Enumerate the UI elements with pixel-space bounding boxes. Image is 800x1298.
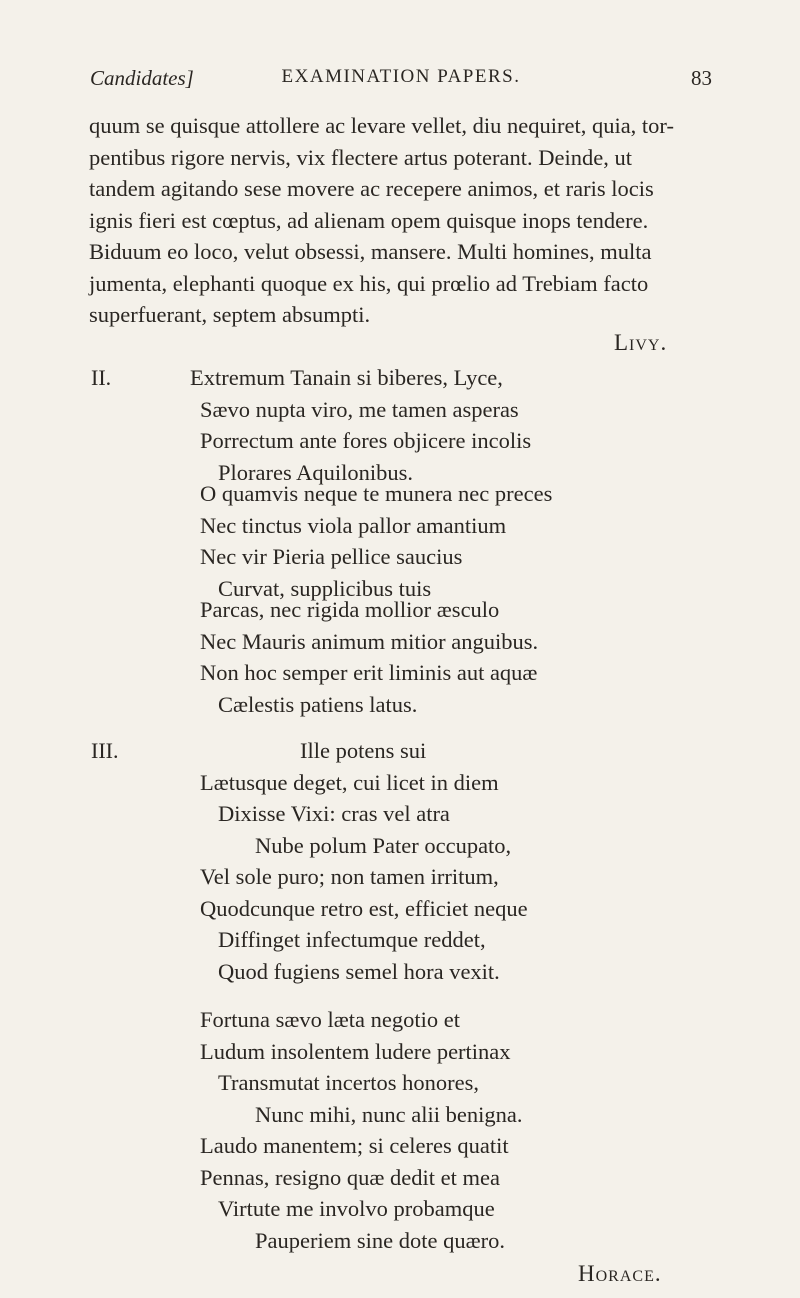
verse-line: Non hoc semper erit liminis aut aquæ bbox=[200, 660, 538, 685]
prose-line: superfuerant, septem absumpti. bbox=[89, 302, 371, 327]
verse-line: Nec vir Pieria pellice saucius bbox=[200, 544, 463, 569]
poem-stanza-1 bbox=[190, 362, 531, 488]
poem-stanza-3 bbox=[200, 594, 538, 720]
verse-line: Sævo nupta viro, me tamen asperas bbox=[200, 396, 519, 422]
verse-line: Virtute me involvo probamque bbox=[218, 1196, 495, 1221]
running-header bbox=[90, 66, 712, 96]
verse-line: Porrectum ante fores objicere incolis bbox=[200, 428, 532, 453]
poem-stanza-5 bbox=[200, 1004, 522, 1256]
verse-line: Nunc mihi, nunc alii benigna. bbox=[255, 1101, 523, 1127]
verse-line: O quamvis neque te munera nec preces bbox=[200, 481, 553, 506]
author-horace: Horace. bbox=[578, 1261, 662, 1286]
page-number: 83 bbox=[691, 66, 712, 90]
verse-line: Pennas, resigno quæ dedit et mea bbox=[200, 1164, 500, 1190]
verse-line: Vel sole puro; non tamen irritum, bbox=[200, 864, 499, 889]
prose-line: pentibus rigore nervis, vix flectere artus poterant. Deinde, ut bbox=[89, 144, 632, 170]
verse-line: Transmutat incertos honores, bbox=[218, 1070, 480, 1095]
prose-passage bbox=[89, 110, 713, 331]
author-livy: Livy. bbox=[614, 330, 668, 355]
header-section-title: Candidates] bbox=[90, 66, 194, 90]
verse-line: Quod fugiens semel hora vexit. bbox=[218, 958, 500, 984]
verse-line: Plorares Aquilonibus. bbox=[218, 459, 413, 485]
prose-line: quum se quisque attollere ac levare vellet, diu nequiret, quia, tor- bbox=[89, 113, 674, 138]
prose-line: Biduum eo loco, velut obsessi, mansere. Multi homines, multa bbox=[89, 239, 652, 264]
section-number-3: III. bbox=[91, 738, 119, 763]
verse-line: Diffinget infectumque reddet, bbox=[218, 927, 486, 952]
verse-line: Ille potens sui bbox=[300, 738, 427, 763]
prose-line: jumenta, elephanti quoque ex his, qui prœlio ad Trebiam facto bbox=[89, 270, 649, 296]
verse-line: Laudo manentem; si celeres quatit bbox=[200, 1133, 509, 1158]
verse-line: Pauperiem sine dote quæro. bbox=[255, 1227, 505, 1253]
poem-stanza-2 bbox=[200, 478, 552, 604]
verse-line: Quodcunque retro est, efficiet neque bbox=[200, 895, 528, 921]
verse-line: Cælestis patiens latus. bbox=[218, 691, 418, 717]
verse-line: Nec Mauris animum mitior anguibus. bbox=[200, 628, 539, 654]
verse-line: Dixisse Vixi: cras vel atra bbox=[218, 801, 450, 826]
verse-line: Lætusque deget, cui licet in diem bbox=[200, 769, 499, 795]
verse-line: Ludum insolentem ludere pertinax bbox=[200, 1038, 511, 1064]
prose-line: ignis fieri est cœptus, ad alienam opem quisque inops tendere. bbox=[89, 207, 649, 233]
verse-line: Fortuna sævo læta negotio et bbox=[200, 1007, 460, 1032]
verse-line: Nube polum Pater occupato, bbox=[255, 832, 512, 858]
prose-line: tandem agitando sese movere ac recepere animos, et raris locis bbox=[89, 176, 654, 201]
section-number-2: II. bbox=[91, 365, 112, 390]
verse-line: Extremum Tanain si biberes, Lyce, bbox=[190, 365, 503, 390]
poem-stanza-4 bbox=[200, 735, 528, 987]
verse-line: Parcas, nec rigida mollior æsculo bbox=[200, 597, 500, 622]
verse-line: Curvat, supplicibus tuis bbox=[218, 575, 432, 601]
header-title: EXAMINATION PAPERS. bbox=[281, 66, 521, 87]
verse-line: Nec tinctus viola pallor amantium bbox=[200, 512, 507, 538]
